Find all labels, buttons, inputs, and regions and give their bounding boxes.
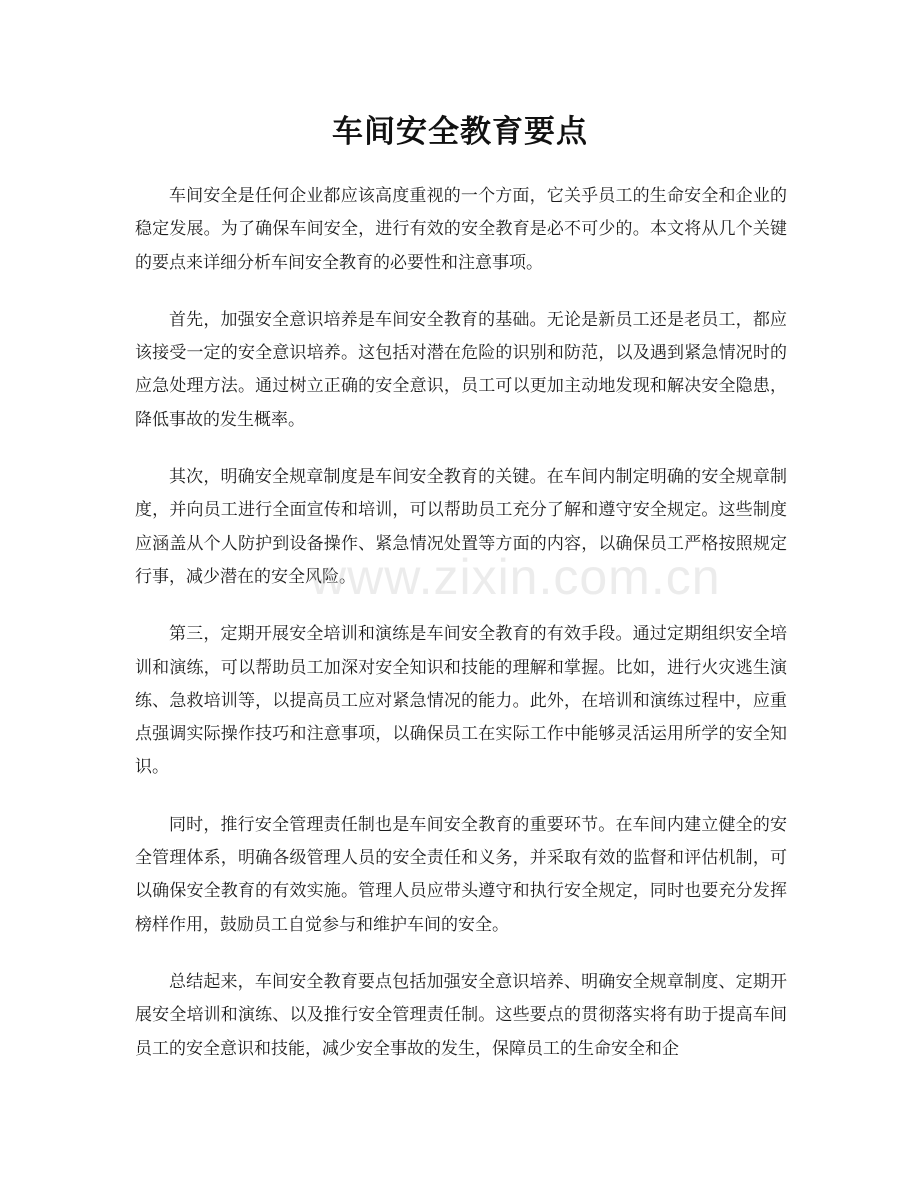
document-body	[135, 180, 787, 1090]
paragraph-intro: 车间安全是任何企业都应该高度重视的一个方面，它关乎员工的生命安全和企业的稳定发展。为了确保车间安全，进行有效的安全教育是必不可少的。本文将从几个关键的要点来详细分析车间安全教育的必要性和注意事项。	[135, 186, 787, 273]
paragraph-summary: 总结起来，车间安全教育要点包括加强安全意识培养、明确安全规章制度、定期开展安全培训和演练、以及推行安全管理责任制。这些要点的贯彻落实将有助于提高车间员工的安全意识和技能，减少安全事故的发生，保障员工的生命安全和企	[135, 971, 787, 1059]
paragraph-safety-awareness: 首先，加强安全意识培养是车间安全教育的基础。无论是新员工还是老员工，都应该接受一定的安全意识培养。这包括对潜在危险的识别和防范，以及遇到紧急情况时的应急处理方法。通过树立正确的安全意识，员工可以更加主动地发现和解决安全隐患，降低事故的发生概率。	[135, 309, 787, 430]
paragraph-safety-rules: 其次，明确安全规章制度是车间安全教育的关键。在车间内制定明确的安全规章制度，并向员工进行全面宣传和培训，可以帮助员工充分了解和遵守安全规定。这些制度应涵盖从个人防护到设备操作、紧急情况处置等方面的内容，以确保员工严格按照规定行事，减少潜在的安全风险。	[135, 467, 787, 587]
paragraph-training-drills: 第三，定期开展安全培训和演练是车间安全教育的有效手段。通过定期组织安全培训和演练，可以帮助员工加深对安全知识和技能的理解和掌握。比如，进行火灾逃生演练、急救培训等，以提高员工应对紧急情况的能力。此外，在培训和演练过程中，应重点强调实际操作技巧和注意事项，以确保员工在实际工作中能够灵活运用所学的安全知识。	[135, 624, 787, 778]
paragraph-responsibility-system: 同时，推行安全管理责任制也是车间安全教育的重要环节。在车间内建立健全的安全管理体系，明确各级管理人员的安全责任和义务，并采取有效的监督和评估机制，可以确保安全教育的有效实施。管理人员应带头遵守和执行安全规定，同时也要充分发挥榜样作用，鼓励员工自觉参与和维护车间的安全。	[135, 814, 787, 935]
document-title: 车间安全教育要点	[332, 114, 588, 150]
watermark: www.zixin.com.cn	[310, 549, 721, 605]
